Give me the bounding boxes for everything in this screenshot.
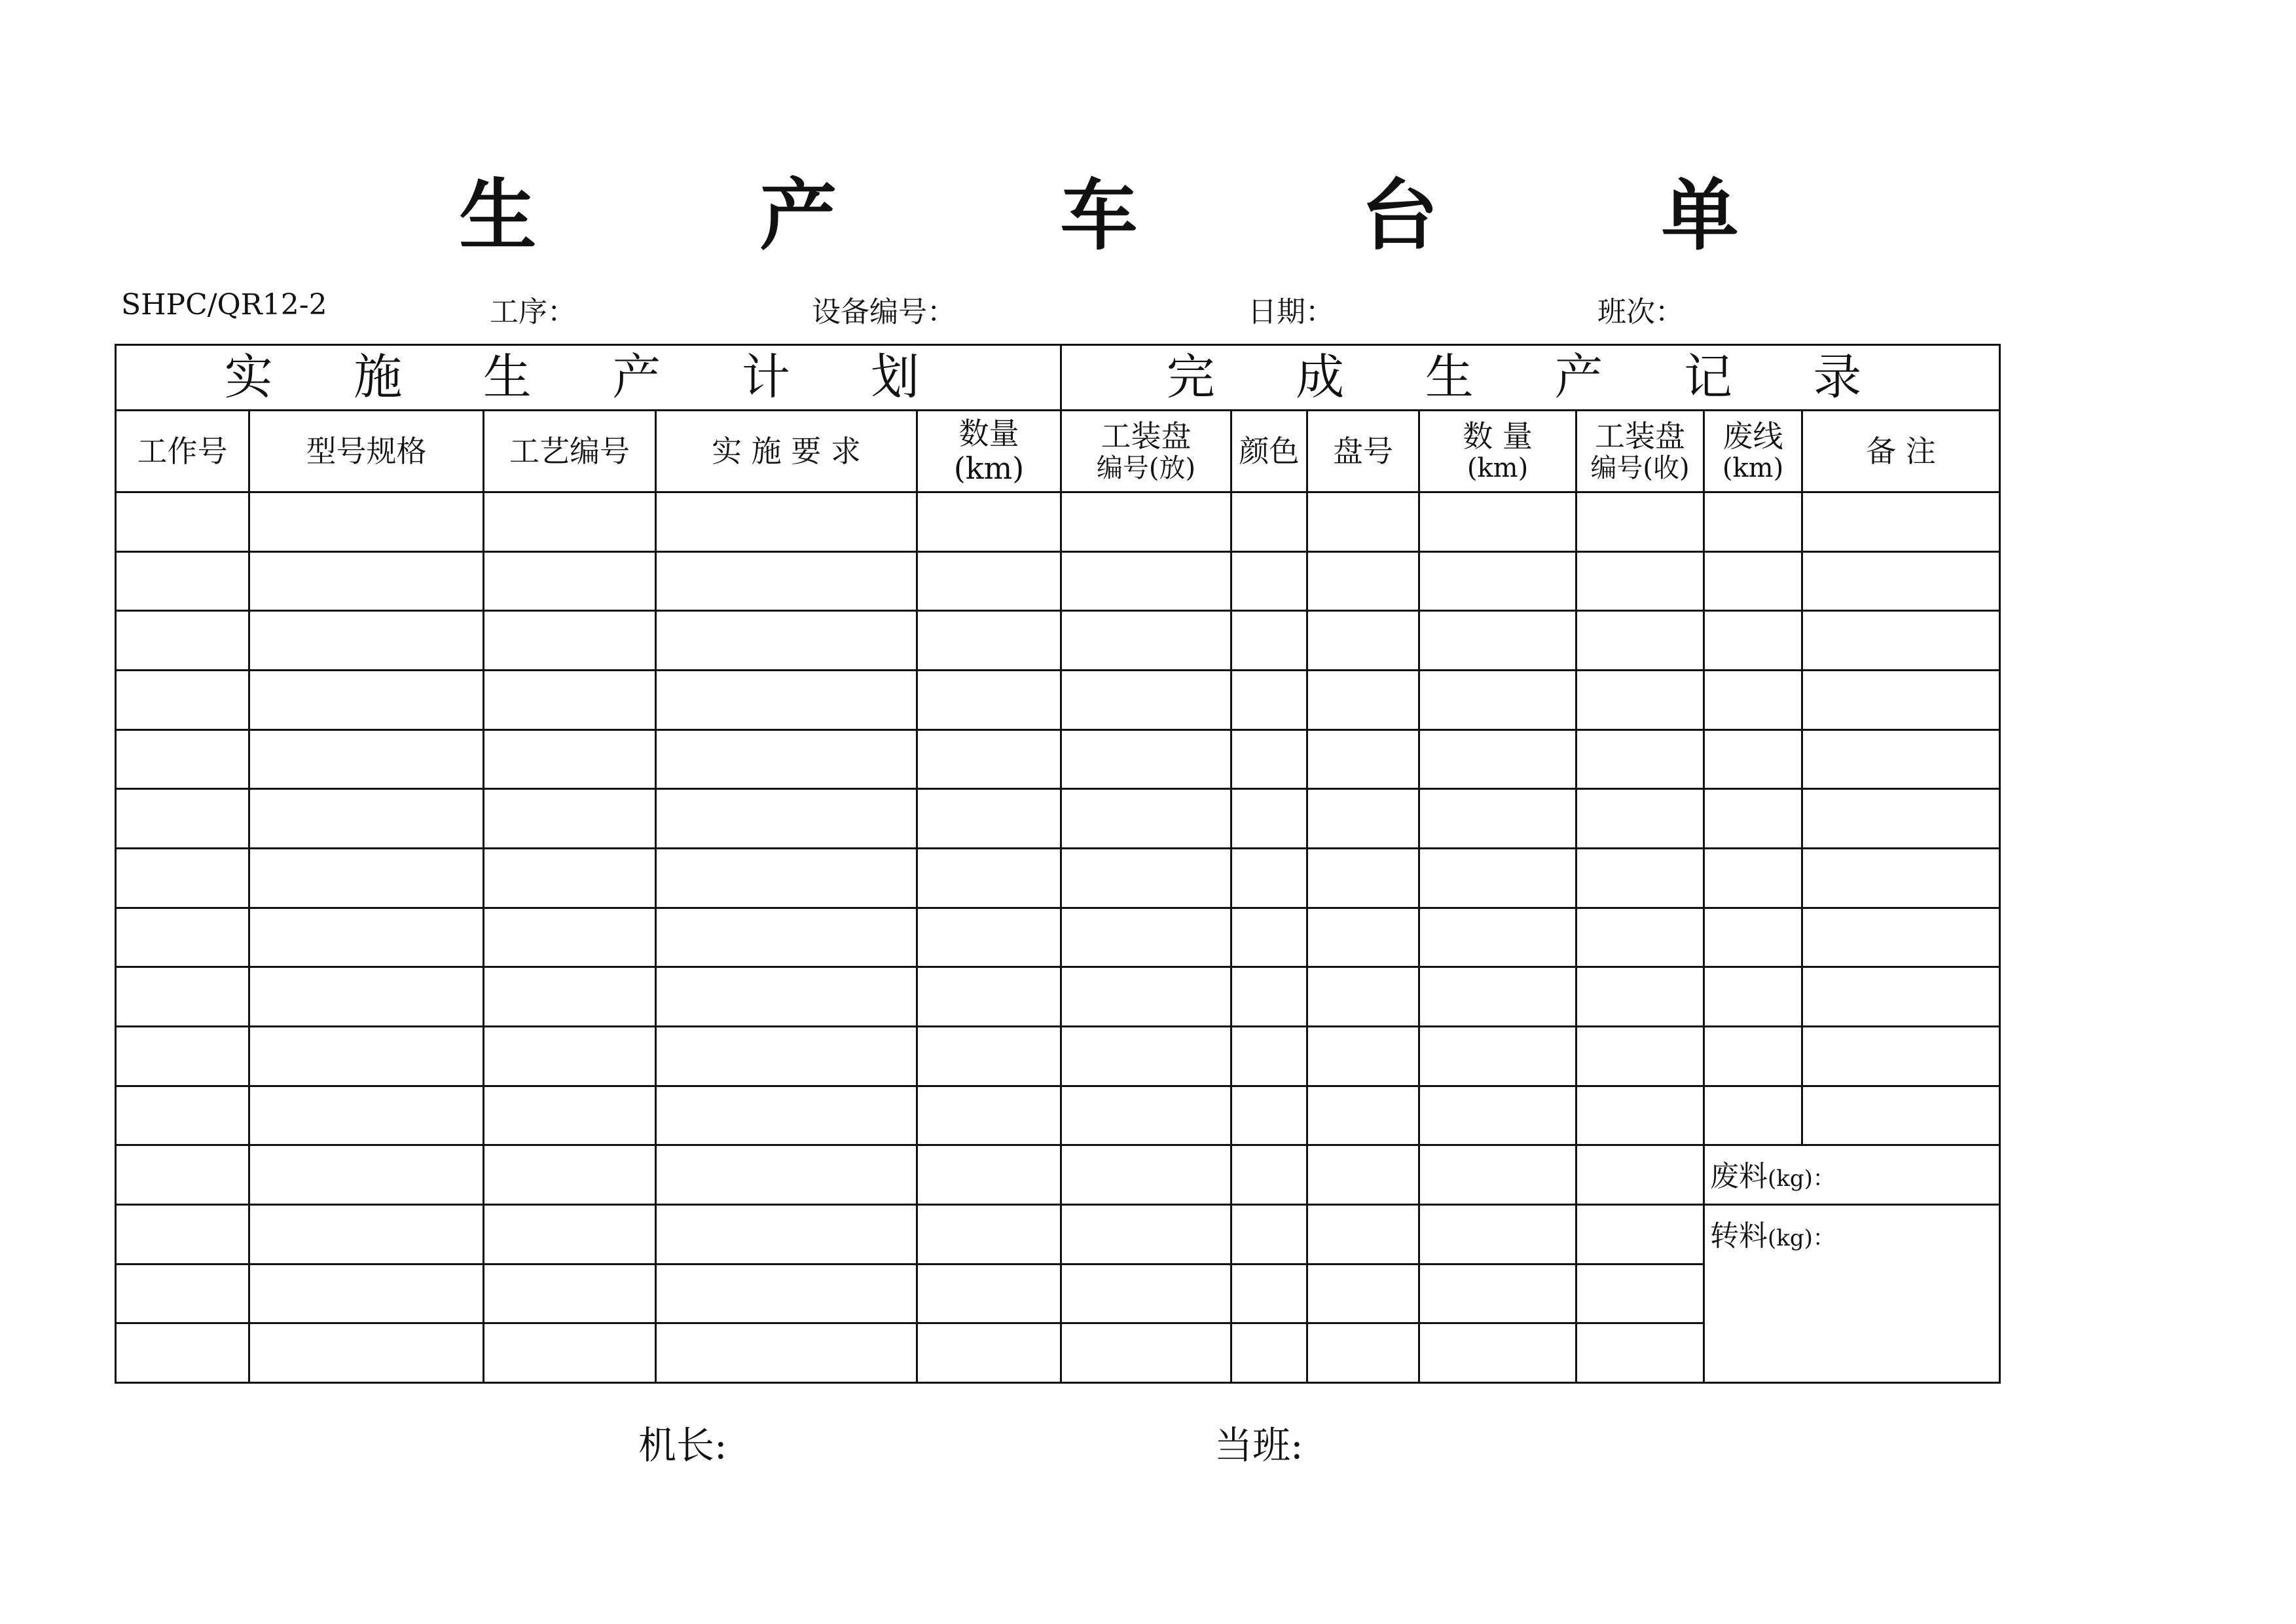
entry-cell[interactable] [656, 729, 917, 789]
entry-cell[interactable] [1307, 789, 1419, 849]
entry-cell[interactable] [116, 789, 249, 849]
entry-cell[interactable] [917, 670, 1061, 729]
entry-cell[interactable] [1231, 1026, 1307, 1086]
entry-cell[interactable] [1419, 908, 1576, 967]
entry-cell[interactable] [1231, 967, 1307, 1027]
entry-cell[interactable] [1061, 729, 1231, 789]
entry-cell[interactable] [249, 611, 484, 671]
col-process-no: 工艺编号 [484, 411, 656, 492]
entry-cell[interactable] [1576, 848, 1704, 908]
entry-cell[interactable] [1061, 1026, 1231, 1086]
entry-cell[interactable] [1419, 1145, 1576, 1205]
entry-cell[interactable] [1576, 492, 1704, 552]
entry-row [116, 848, 2000, 908]
entry-cell[interactable] [656, 551, 917, 611]
entry-cell[interactable] [116, 611, 249, 671]
entry-cell[interactable] [1061, 848, 1231, 908]
entry-cell[interactable] [1802, 789, 2000, 849]
entry-cell[interactable] [1419, 492, 1576, 552]
entry-row [116, 611, 2000, 671]
col-reel-out [1061, 411, 1231, 492]
entry-cell[interactable] [656, 1086, 917, 1145]
entry-cell[interactable] [1576, 1264, 1704, 1323]
entry-cell[interactable] [1419, 1264, 1576, 1323]
scrap-material-label: 废料 [1710, 1160, 1768, 1194]
entry-cell[interactable] [484, 492, 656, 552]
entry-cell[interactable] [1061, 1264, 1231, 1323]
entry-cell[interactable] [249, 908, 484, 967]
entry-cell[interactable] [484, 967, 656, 1027]
entry-cell[interactable] [1231, 551, 1307, 611]
entry-cell[interactable] [656, 492, 917, 552]
col-scrap-wire-label: 废线 [1722, 418, 1783, 454]
col-qty-plan-unit: (km) [953, 451, 1025, 486]
entry-cell[interactable] [656, 848, 917, 908]
entry-cell[interactable] [1419, 1026, 1576, 1086]
entry-cell[interactable] [1802, 1086, 2000, 1145]
entry-cell[interactable] [116, 492, 249, 552]
entry-cell[interactable] [656, 967, 917, 1027]
entry-row [116, 670, 2000, 729]
entry-cell[interactable] [1576, 1204, 1704, 1264]
entry-cell[interactable] [1802, 967, 2000, 1027]
entry-cell[interactable] [1419, 1086, 1576, 1145]
entry-cell[interactable] [1419, 967, 1576, 1027]
scrap-material-unit: (kg)： [1768, 1166, 1835, 1192]
col-qty-plan [917, 411, 1061, 492]
entry-cell[interactable] [917, 492, 1061, 552]
entry-cell[interactable] [917, 729, 1061, 789]
entry-cell[interactable] [656, 1145, 917, 1205]
entry-cell[interactable] [656, 908, 917, 967]
equipment-no-label: 设备编号： [812, 295, 956, 329]
entry-cell[interactable] [1802, 492, 2000, 552]
entry-cell[interactable] [1061, 1323, 1231, 1383]
entry-cell[interactable] [1231, 611, 1307, 671]
entry-cell[interactable] [1802, 611, 2000, 671]
entry-cell[interactable] [1061, 611, 1231, 671]
entry-cell[interactable] [1307, 1086, 1419, 1145]
entry-cell[interactable] [249, 1026, 484, 1086]
entry-cell[interactable] [116, 1145, 249, 1205]
col-reel-in-sub: 编号(收) [1590, 453, 1690, 484]
col-qty-done-label: 数 量 [1463, 418, 1533, 454]
entry-cell[interactable] [1704, 492, 1802, 552]
entry-cell[interactable] [116, 1323, 249, 1383]
record-section-title: 完 成 生 产 记 录 [1061, 345, 2000, 411]
entry-cell[interactable] [484, 1086, 656, 1145]
on-duty-label: 当班: [1214, 1423, 1303, 1467]
entry-cell[interactable] [484, 1026, 656, 1086]
entry-cell[interactable] [1802, 848, 2000, 908]
entry-cell[interactable] [484, 670, 656, 729]
entry-cell[interactable] [917, 1264, 1061, 1323]
entry-cell[interactable] [484, 1323, 656, 1383]
entry-cell[interactable] [249, 551, 484, 611]
entry-cell[interactable] [1802, 551, 2000, 611]
entry-cell[interactable] [1704, 611, 1802, 671]
entry-cell[interactable] [1307, 670, 1419, 729]
entry-row [116, 789, 2000, 849]
col-reel-in-label: 工装盘 [1595, 418, 1686, 454]
entry-cell[interactable] [1231, 729, 1307, 789]
col-job-no: 工作号 [116, 411, 249, 492]
entry-cell[interactable] [917, 967, 1061, 1027]
entry-cell[interactable] [1307, 967, 1419, 1027]
entry-cell[interactable] [1231, 848, 1307, 908]
entry-cell[interactable] [1061, 551, 1231, 611]
entry-cell[interactable] [1576, 908, 1704, 967]
transfer-material-unit: (kg)： [1768, 1225, 1835, 1251]
production-form-table [115, 344, 2001, 1384]
entry-cell[interactable] [116, 1026, 249, 1086]
col-reel-no: 盘号 [1307, 411, 1419, 492]
entry-cell[interactable] [1231, 1204, 1307, 1264]
column-header-row [116, 411, 2000, 492]
scrap-material-box[interactable] [1704, 1145, 2000, 1205]
entry-cell[interactable] [1576, 1323, 1704, 1383]
entry-row [116, 908, 2000, 967]
col-reel-out-label: 工装盘 [1101, 418, 1192, 454]
entry-cell[interactable] [1307, 1323, 1419, 1383]
entry-cell[interactable] [1419, 1323, 1576, 1383]
entry-cell[interactable] [1307, 1026, 1419, 1086]
entry-cell[interactable] [116, 1264, 249, 1323]
entry-cell[interactable] [1576, 670, 1704, 729]
entry-cell[interactable] [116, 908, 249, 967]
entry-cell[interactable] [249, 1204, 484, 1264]
transfer-material-box[interactable] [1704, 1204, 2000, 1382]
form-title: 生 产 车 台 单 [459, 170, 1837, 261]
entry-cell[interactable] [249, 492, 484, 552]
entry-cell[interactable] [249, 1264, 484, 1323]
entry-cell[interactable] [1802, 1026, 2000, 1086]
entry-cell[interactable] [249, 1323, 484, 1383]
plan-section-title: 实 施 生 产 计 划 [116, 345, 1061, 411]
entry-cell[interactable] [1576, 1086, 1704, 1145]
col-model-spec: 型号规格 [249, 411, 484, 492]
entry-cell[interactable] [917, 1086, 1061, 1145]
entry-cell[interactable] [1576, 729, 1704, 789]
entry-cell[interactable] [1061, 1204, 1231, 1264]
entry-cell[interactable] [1704, 967, 1802, 1027]
col-color: 颜色 [1231, 411, 1307, 492]
entry-cell[interactable] [484, 1264, 656, 1323]
entry-cell[interactable] [656, 670, 917, 729]
entry-cell[interactable] [1419, 848, 1576, 908]
entry-cell[interactable] [1307, 611, 1419, 671]
section-header-row [116, 345, 2000, 411]
entry-cell[interactable] [1419, 1204, 1576, 1264]
entry-cell[interactable] [656, 1323, 917, 1383]
entry-cell[interactable] [249, 1086, 484, 1145]
entry-cell[interactable] [1704, 848, 1802, 908]
entry-cell[interactable] [1802, 729, 2000, 789]
entry-cell[interactable] [1802, 670, 2000, 729]
entry-cell[interactable] [1704, 729, 1802, 789]
entry-cell[interactable] [1704, 551, 1802, 611]
entry-cell[interactable] [1061, 670, 1231, 729]
entry-row [116, 1026, 2000, 1086]
col-scrap-wire [1704, 411, 1802, 492]
operator-label: 机长: [638, 1423, 727, 1467]
entry-cell[interactable] [249, 729, 484, 789]
entry-row [116, 492, 2000, 552]
entry-cell[interactable] [917, 848, 1061, 908]
entry-cell[interactable] [1061, 908, 1231, 967]
entry-cell[interactable] [116, 1204, 249, 1264]
col-qty-plan-label: 数量 [958, 416, 1019, 452]
entry-cell[interactable] [249, 1145, 484, 1205]
date-label: 日期： [1248, 295, 1334, 329]
entry-cell[interactable] [249, 848, 484, 908]
entry-cell[interactable] [656, 1204, 917, 1264]
entry-cell[interactable] [1061, 967, 1231, 1027]
entry-cell[interactable] [1419, 789, 1576, 849]
entry-cell[interactable] [1307, 848, 1419, 908]
entry-cell[interactable] [917, 1145, 1061, 1205]
entry-cell[interactable] [484, 611, 656, 671]
col-qty-done [1419, 411, 1576, 492]
entry-cell[interactable] [1307, 1145, 1419, 1205]
entry-cell[interactable] [656, 1264, 917, 1323]
entry-cell[interactable] [917, 789, 1061, 849]
entry-cell[interactable] [1307, 729, 1419, 789]
entry-cell[interactable] [1307, 492, 1419, 552]
entry-cell[interactable] [656, 1026, 917, 1086]
entry-cell[interactable] [1576, 551, 1704, 611]
entry-cell[interactable] [917, 611, 1061, 671]
entry-cell[interactable] [1307, 908, 1419, 967]
entry-cell[interactable] [1231, 1086, 1307, 1145]
entry-cell[interactable] [484, 729, 656, 789]
entry-cell[interactable] [1419, 670, 1576, 729]
entry-cell[interactable] [1576, 967, 1704, 1027]
entry-cell[interactable] [484, 908, 656, 967]
entry-row [116, 1086, 2000, 1145]
col-remarks: 备 注 [1802, 411, 2000, 492]
entry-row [116, 1145, 2000, 1205]
col-qty-done-unit: (km) [1467, 453, 1529, 484]
entry-cell[interactable] [917, 1323, 1061, 1383]
form-code: SHPC/QR12-2 [121, 288, 327, 322]
entry-cell[interactable] [484, 551, 656, 611]
entry-cell[interactable] [1061, 1086, 1231, 1145]
entry-cell[interactable] [1061, 492, 1231, 552]
entry-cell[interactable] [1576, 789, 1704, 849]
entry-row [116, 729, 2000, 789]
entry-cell[interactable] [1576, 1026, 1704, 1086]
entry-cell[interactable] [1704, 1026, 1802, 1086]
process-label: 工序： [490, 295, 576, 329]
entry-row [116, 551, 2000, 611]
entry-cell[interactable] [1307, 1264, 1419, 1323]
entry-cell[interactable] [484, 1145, 656, 1205]
entry-cell[interactable] [1231, 908, 1307, 967]
entry-cell[interactable] [1704, 670, 1802, 729]
shift-label: 班次： [1597, 295, 1684, 329]
entry-cell[interactable] [484, 848, 656, 908]
entry-cell[interactable] [1419, 729, 1576, 789]
entry-cell[interactable] [1061, 789, 1231, 849]
entry-cell[interactable] [656, 611, 917, 671]
entry-cell[interactable] [249, 670, 484, 729]
entry-cell[interactable] [249, 967, 484, 1027]
entry-cell[interactable] [1704, 1086, 1802, 1145]
entry-cell[interactable] [1307, 1204, 1419, 1264]
entry-cell[interactable] [484, 789, 656, 849]
entry-cell[interactable] [1307, 551, 1419, 611]
col-scrap-wire-unit: (km) [1722, 453, 1784, 484]
entry-cell[interactable] [1231, 1145, 1307, 1205]
entry-cell[interactable] [656, 789, 917, 849]
col-requirements: 实 施 要 求 [656, 411, 917, 492]
entry-cell[interactable] [917, 1026, 1061, 1086]
entry-cell[interactable] [116, 729, 249, 789]
entry-cell[interactable] [1704, 789, 1802, 849]
entry-cell[interactable] [116, 1086, 249, 1145]
entry-cell[interactable] [1576, 1145, 1704, 1205]
entry-cell[interactable] [116, 551, 249, 611]
entry-cell[interactable] [116, 967, 249, 1027]
entry-cell[interactable] [1576, 611, 1704, 671]
entry-cell[interactable] [1419, 551, 1576, 611]
entry-cell[interactable] [1231, 1323, 1307, 1383]
entry-cell[interactable] [249, 789, 484, 849]
entry-row [116, 1204, 2000, 1264]
entry-cell[interactable] [917, 551, 1061, 611]
entry-cell[interactable] [1231, 1264, 1307, 1323]
entry-cell[interactable] [1231, 492, 1307, 552]
entry-cell[interactable] [1231, 789, 1307, 849]
entry-cell[interactable] [1061, 1145, 1231, 1205]
entry-cell[interactable] [116, 670, 249, 729]
entry-cell[interactable] [1802, 908, 2000, 967]
entry-cell[interactable] [116, 848, 249, 908]
transfer-material-label: 转料 [1710, 1219, 1768, 1253]
col-reel-out-sub: 编号(放) [1096, 453, 1196, 484]
entry-cell[interactable] [1704, 908, 1802, 967]
entry-cell[interactable] [484, 1204, 656, 1264]
entry-cell[interactable] [1231, 670, 1307, 729]
entry-cell[interactable] [917, 908, 1061, 967]
entry-row [116, 967, 2000, 1027]
col-reel-in [1576, 411, 1704, 492]
entry-cell[interactable] [917, 1204, 1061, 1264]
entry-cell[interactable] [1419, 611, 1576, 671]
